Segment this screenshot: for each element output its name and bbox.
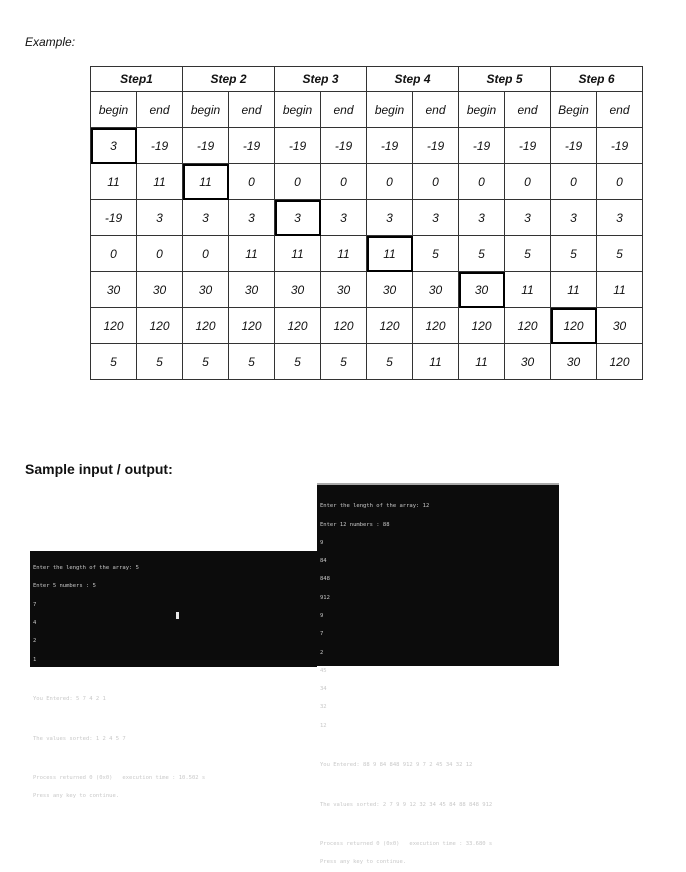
console-line: 9	[320, 539, 324, 546]
table-cell: 5	[459, 236, 505, 272]
table-cell: 5	[413, 236, 459, 272]
table-cell: 0	[459, 164, 505, 200]
console-line: 32	[320, 704, 327, 711]
console-line: Enter 12 numbers : 88	[320, 521, 390, 528]
table-cell: -19	[275, 128, 321, 164]
table-cell: 0	[551, 164, 597, 200]
subheader-cell: end	[321, 92, 367, 128]
step-header: Step 4	[367, 67, 459, 92]
table-cell: 30	[597, 308, 643, 344]
table-cell: -19	[505, 128, 551, 164]
subheader-cell: begin	[183, 92, 229, 128]
table-cell: 3	[275, 200, 321, 236]
table-row	[91, 236, 643, 272]
table-cell: 0	[505, 164, 551, 200]
table-cell: 0	[275, 164, 321, 200]
table-cell: 120	[367, 308, 413, 344]
subheader-cell: end	[137, 92, 183, 128]
table-cell: 3	[137, 200, 183, 236]
table-cell: 11	[367, 236, 413, 272]
subheader-cell: begin	[275, 92, 321, 128]
table-cell: 5	[321, 344, 367, 380]
table-cell: -19	[413, 128, 459, 164]
table-cell: 30	[229, 272, 275, 308]
table-cell: 3	[505, 200, 551, 236]
table-cell: 30	[137, 272, 183, 308]
subheader-cell: end	[413, 92, 459, 128]
table-cell: 3	[459, 200, 505, 236]
table-row	[91, 272, 643, 308]
console-line: Enter the length of the array: 12	[320, 503, 430, 510]
table-cell: 5	[551, 236, 597, 272]
table-cell: 5	[597, 236, 643, 272]
table-cell: -19	[551, 128, 597, 164]
table-cell: 120	[413, 308, 459, 344]
console-line: 7	[33, 601, 37, 608]
table-cell: 120	[229, 308, 275, 344]
table-row	[91, 200, 643, 236]
subheader-cell: begin	[367, 92, 413, 128]
console-window-small	[30, 551, 317, 800]
subheader-cell: end	[505, 92, 551, 128]
subheader-cell: begin	[459, 92, 505, 128]
table-cell: 11	[229, 236, 275, 272]
table-cell: 5	[137, 344, 183, 380]
subheader-row	[91, 92, 643, 128]
console-line: 2	[320, 649, 324, 656]
table-row	[91, 128, 643, 164]
table-cell: 3	[183, 200, 229, 236]
table-cell: 5	[91, 344, 137, 380]
table-cell: 11	[505, 272, 551, 308]
console-line: 12	[320, 722, 327, 729]
console-line: 912	[320, 594, 330, 601]
table-cell: 3	[597, 200, 643, 236]
table-row	[91, 344, 643, 380]
sample-io-label: Sample input / output:	[25, 461, 173, 477]
table-cell: 120	[321, 308, 367, 344]
console-line: 4	[33, 620, 37, 627]
table-cell: -19	[597, 128, 643, 164]
table-cell: 11	[137, 164, 183, 200]
console-line: 7	[320, 631, 324, 638]
table-cell: 0	[229, 164, 275, 200]
table-cell: 3	[321, 200, 367, 236]
table-cell: 30	[413, 272, 459, 308]
step-header: Step 2	[183, 67, 275, 92]
console-sorted-line: The values sorted: 2 7 9 9 12 32 34 45 84 88 848 912	[320, 801, 493, 808]
table-cell: 11	[91, 164, 137, 200]
console-entered-line: You Entered: 5 7 4 2 1	[33, 696, 106, 703]
table-cell: 11	[551, 272, 597, 308]
table-cell: 5	[183, 344, 229, 380]
table-cell: 30	[459, 272, 505, 308]
table-cell: 120	[597, 344, 643, 380]
table-cell: 120	[459, 308, 505, 344]
table-cell: 30	[367, 272, 413, 308]
step-header: Step 6	[551, 67, 643, 92]
table-cell: 30	[505, 344, 551, 380]
console-cursor	[176, 612, 179, 619]
table-cell: 3	[413, 200, 459, 236]
table-cell: 11	[413, 344, 459, 380]
table-cell: 3	[551, 200, 597, 236]
console-entered-line: You Entered: 88 9 84 848 912 9 7 2 45 34 32 12	[320, 762, 473, 769]
example-label: Example:	[25, 35, 76, 49]
step-header-row	[91, 67, 643, 92]
table-cell: -19	[229, 128, 275, 164]
table-cell: 120	[183, 308, 229, 344]
table-cell: -19	[183, 128, 229, 164]
console-continue-line: Press any key to continue.	[33, 793, 120, 800]
table-cell: 0	[183, 236, 229, 272]
table-cell: 11	[183, 164, 229, 200]
table-cell: 5	[505, 236, 551, 272]
console-line: 9	[320, 612, 324, 619]
table-cell: 30	[275, 272, 321, 308]
console-line: 45	[320, 667, 327, 674]
console-line: Enter the length of the array: 5	[33, 565, 139, 572]
table-cell: 120	[551, 308, 597, 344]
console-line: 34	[320, 686, 327, 693]
table-cell: 11	[275, 236, 321, 272]
table-cell: 5	[229, 344, 275, 380]
table-cell: 3	[91, 128, 137, 164]
console-line: 848	[320, 576, 330, 583]
table-cell: 11	[597, 272, 643, 308]
console-window-large	[317, 483, 559, 866]
console-returned-line: Process returned 0 (0x0) execution time : 33.680 s	[320, 841, 493, 848]
console-line: Enter 5 numbers : 5	[33, 583, 96, 590]
console-line: 2	[33, 638, 37, 645]
table-row	[91, 308, 643, 344]
table-cell: 0	[321, 164, 367, 200]
table-cell: 5	[367, 344, 413, 380]
table-cell: 11	[459, 344, 505, 380]
steps-table	[90, 66, 643, 380]
subheader-cell: Begin	[551, 92, 597, 128]
table-cell: 11	[321, 236, 367, 272]
table-cell: 0	[367, 164, 413, 200]
table-cell: 0	[91, 236, 137, 272]
table-cell: 0	[597, 164, 643, 200]
table-cell: 3	[367, 200, 413, 236]
subheader-cell: end	[597, 92, 643, 128]
table-cell: 120	[505, 308, 551, 344]
console-line: 1	[33, 656, 37, 663]
step-header: Step 5	[459, 67, 551, 92]
table-cell: 120	[91, 308, 137, 344]
step-header: Step1	[91, 67, 183, 92]
table-cell: -19	[321, 128, 367, 164]
table-cell: -19	[367, 128, 413, 164]
console-line: 84	[320, 558, 327, 565]
table-cell: 0	[137, 236, 183, 272]
subheader-cell: begin	[91, 92, 137, 128]
table-cell: 0	[413, 164, 459, 200]
table-cell: 120	[137, 308, 183, 344]
table-row	[91, 164, 643, 200]
subheader-cell: end	[229, 92, 275, 128]
console-continue-line: Press any key to continue.	[320, 859, 407, 866]
table-cell: 120	[275, 308, 321, 344]
console-returned-line: Process returned 0 (0x0) execution time : 10.502 s	[33, 775, 206, 781]
step-header: Step 3	[275, 67, 367, 92]
table-cell: 30	[551, 344, 597, 380]
table-cell: -19	[459, 128, 505, 164]
console-sorted-line: The values sorted: 1 2 4 5 7	[33, 735, 126, 742]
table-cell: 30	[91, 272, 137, 308]
table-cell: 30	[321, 272, 367, 308]
table-cell: -19	[91, 200, 137, 236]
console-title-strip	[317, 483, 559, 485]
table-cell: -19	[137, 128, 183, 164]
table-cell: 30	[183, 272, 229, 308]
table-cell: 5	[275, 344, 321, 380]
table-cell: 3	[229, 200, 275, 236]
